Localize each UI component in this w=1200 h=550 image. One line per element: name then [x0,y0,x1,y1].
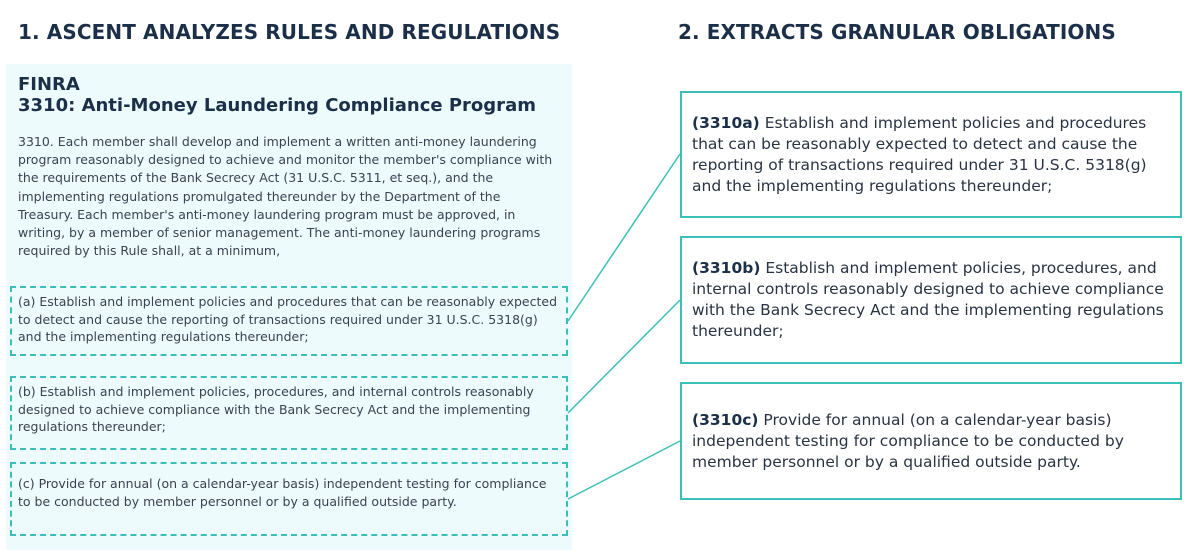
obligation-code: (3310a) [692,113,760,132]
rule-body: 3310. Each member shall develop and implement a written anti-money laundering program reasonably designed to achieve and monitor the member's compliance with the requirements of the Bank Secrecy Act (31 U.S.C. 5311, et seq.), and the implementing regulations promulgated thereunder by the Department of the Treasury. Each member's anti-money laundering program must be approved, in writing, by a member of senior management. The anti-money laundering programs required by this Rule shall, at a minimum, [18,134,553,259]
rule-org: FINRA [18,74,80,95]
obligation-card-3310c [680,382,1182,500]
connector-b [568,300,680,413]
rule-section-b: (b) Establish and implement policies, procedures, and internal controls reasonably designed to achieve compliance with the Bank Secrecy Act and the implementing regulations thereunder; [10,376,568,450]
rule-title: 3310: Anti-Money Laundering Compliance Program [18,95,536,116]
rule-section-c: (c) Provide for annual (on a calendar-year basis) independent testing for compliance to be conducted by member personnel or by a qualified outside party. [10,462,568,536]
connector-c [568,441,680,499]
obligation-card-3310b [680,236,1182,364]
obligation-code: (3310c) [692,410,759,429]
connector-a [568,154,680,321]
obligation-code: (3310b) [692,259,761,277]
obligation-text: Provide for annual (on a calendar-year basis) independent testing for compliance to be conducted by member personnel or by a qualified outside party. [692,410,1124,471]
obligation-text: Establish and implement policies, procedures, and internal controls reasonably designed to achieve compliance with the Bank Secrecy Act and the implementing regulations thereunder; [692,259,1164,340]
rule-section-a: (a) Establish and implement policies and procedures that can be reasonably expected to detect and cause the reporting of transactions required under 31 U.S.C. 5318(g) and the implementing regulations thereunder; [10,286,568,356]
obligation-card-3310a [680,91,1182,218]
left-heading: 1. ASCENT ANALYZES RULES AND REGULATIONS [18,20,561,44]
right-heading: 2. EXTRACTS GRANULAR OBLIGATIONS [678,20,1116,44]
obligation-text: Establish and implement policies and procedures that can be reasonably expected to detect and cause the reporting of transactions required under 31 U.S.C. 5318(g) and the implementing regulations thereunder; [692,113,1147,195]
